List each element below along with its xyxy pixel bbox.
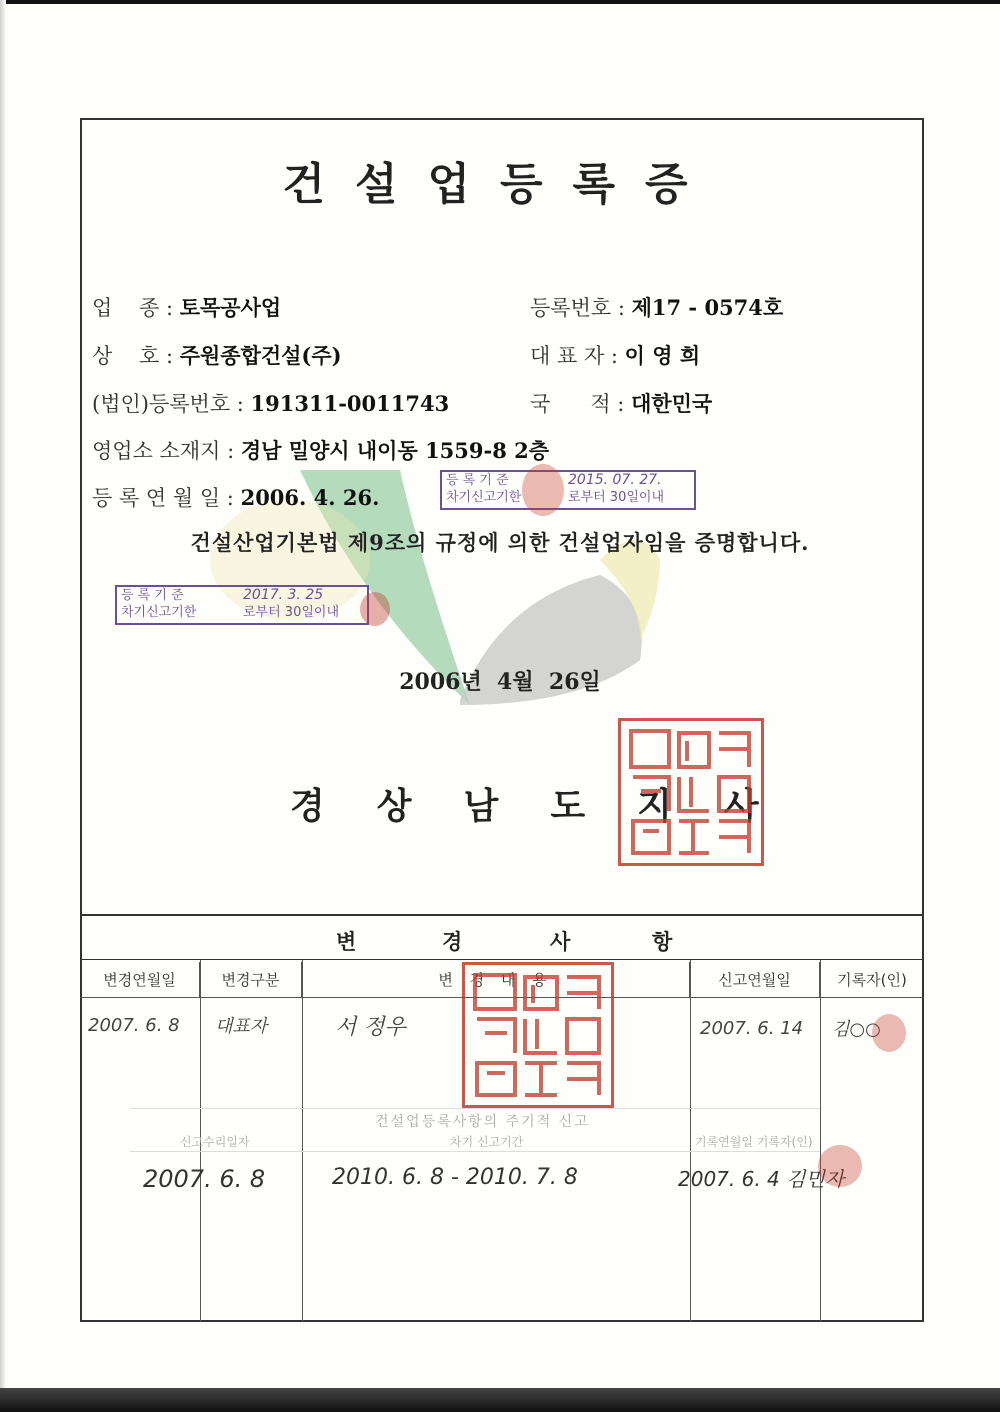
periodic-seal bbox=[818, 1145, 862, 1187]
recorder-seal bbox=[872, 1014, 906, 1052]
business-type-value: 토목공사업 bbox=[179, 295, 282, 320]
changes-section-header bbox=[80, 914, 924, 960]
small-seal-1 bbox=[522, 464, 564, 516]
col-change-type: 변경구분 bbox=[200, 962, 302, 998]
registration-date-row bbox=[92, 482, 379, 512]
row1-report-date: 2007. 6. 14 bbox=[700, 1018, 804, 1039]
corp-registration-label: (법인)등록번호 : bbox=[92, 392, 244, 416]
row1-recorder: 김○○ bbox=[832, 1019, 881, 1040]
representative-row bbox=[530, 340, 700, 370]
table-divider bbox=[820, 960, 821, 1322]
issuer-title: 경상남도지사 bbox=[290, 785, 811, 827]
small-seal-2 bbox=[360, 592, 390, 626]
business-type-row bbox=[92, 292, 281, 322]
stamp2-line1-value: 2017. 3. 25 bbox=[243, 587, 324, 603]
representative-label: 대 표 자 : bbox=[530, 344, 618, 368]
certification-statement: 건설산업기본법 제9조의 규정에 의한 건설업자임을 증명합니다. bbox=[190, 530, 810, 555]
nationality-value: 대한민국 bbox=[631, 391, 713, 416]
address-label: 영업소 소재지 : bbox=[92, 439, 235, 463]
stamp1-line1-value: 2015. 07. 27. bbox=[568, 472, 662, 488]
business-type-label: 업 종 : bbox=[92, 296, 174, 320]
document-title: 건설업등록증 bbox=[282, 159, 718, 210]
row1-change-type: 대표자 bbox=[215, 1016, 268, 1037]
periodic-record: 2007. 6. 4 김민자 bbox=[678, 1167, 845, 1191]
corp-registration-value: 191311-0011743 bbox=[250, 391, 450, 416]
nationality-row bbox=[530, 388, 712, 418]
changes-title-char-1: 변 bbox=[336, 929, 357, 954]
col-recorder: 기록자(인) bbox=[837, 971, 907, 989]
registration-number-label: 등록번호 : bbox=[530, 296, 625, 320]
registration-number-row bbox=[530, 292, 783, 322]
registration-standard-stamp-2 bbox=[115, 585, 369, 625]
periodic-receipt-date: 2007. 6. 8 bbox=[143, 1165, 266, 1193]
address-row bbox=[92, 435, 549, 465]
official-seal-change bbox=[462, 962, 614, 1108]
registration-standard-stamp bbox=[440, 470, 696, 510]
trade-name-value: 주원종합건설(주) bbox=[179, 343, 342, 368]
registration-number-value: 제17 - 0574호 bbox=[631, 295, 784, 320]
nationality-label: 국 적 : bbox=[530, 392, 625, 416]
changes-title-char-2: 경 bbox=[442, 929, 463, 954]
row1-change-content: 서 정우 bbox=[335, 1015, 406, 1040]
trade-name-row bbox=[92, 340, 342, 370]
periodic-report-title: 건설업등록사항의 주기적 신고 bbox=[375, 1114, 590, 1130]
periodic-report-stamp bbox=[130, 1108, 820, 1152]
scan-edge-bottom bbox=[0, 1388, 1000, 1412]
periodic-next-period: 2010. 6. 8 - 2010. 7. 8 bbox=[332, 1165, 578, 1190]
stamp1-line2-value: 로부터 30일이내 bbox=[568, 490, 665, 505]
periodic-col-next: 차기 신고기간 bbox=[450, 1135, 524, 1149]
col-report-date: 신고연월일 bbox=[690, 962, 820, 998]
corp-registration-row bbox=[92, 388, 449, 418]
stamp1-line1-label: 등 록 기 준 bbox=[446, 473, 509, 488]
row1-change-date: 2007. 6. 8 bbox=[88, 1015, 180, 1036]
registration-date-label: 등 록 연 월 일 : bbox=[92, 486, 234, 510]
col-change-date: 변경연월일 bbox=[80, 962, 200, 998]
address-value: 경남 밀양시 내이동 1559-8 2층 bbox=[240, 438, 550, 463]
changes-title-char-4: 항 bbox=[652, 929, 673, 954]
official-seal-governor bbox=[618, 718, 764, 866]
trade-name-label: 상 호 : bbox=[92, 344, 174, 368]
stamp2-line2-label: 차기신고기한 bbox=[121, 605, 197, 620]
registration-date-value: 2006. 4. 26. bbox=[240, 485, 380, 510]
changes-title-char-3: 사 bbox=[550, 929, 571, 954]
stamp2-line1-label: 등 록 기 준 bbox=[121, 588, 184, 603]
stamp1-line2-label: 차기신고기한 bbox=[446, 490, 522, 505]
issue-date: 2006년 4월 26일 bbox=[399, 669, 601, 695]
stamp2-line2-value: 로부터 30일이내 bbox=[243, 605, 340, 620]
periodic-col-receipt: 신고수리일자 bbox=[180, 1135, 250, 1149]
col-change-content: 변 경 내 용 bbox=[302, 962, 690, 998]
representative-value: 이 영 희 bbox=[624, 343, 701, 368]
periodic-col-record: 기록연월일 기록자(인) bbox=[695, 1135, 813, 1149]
